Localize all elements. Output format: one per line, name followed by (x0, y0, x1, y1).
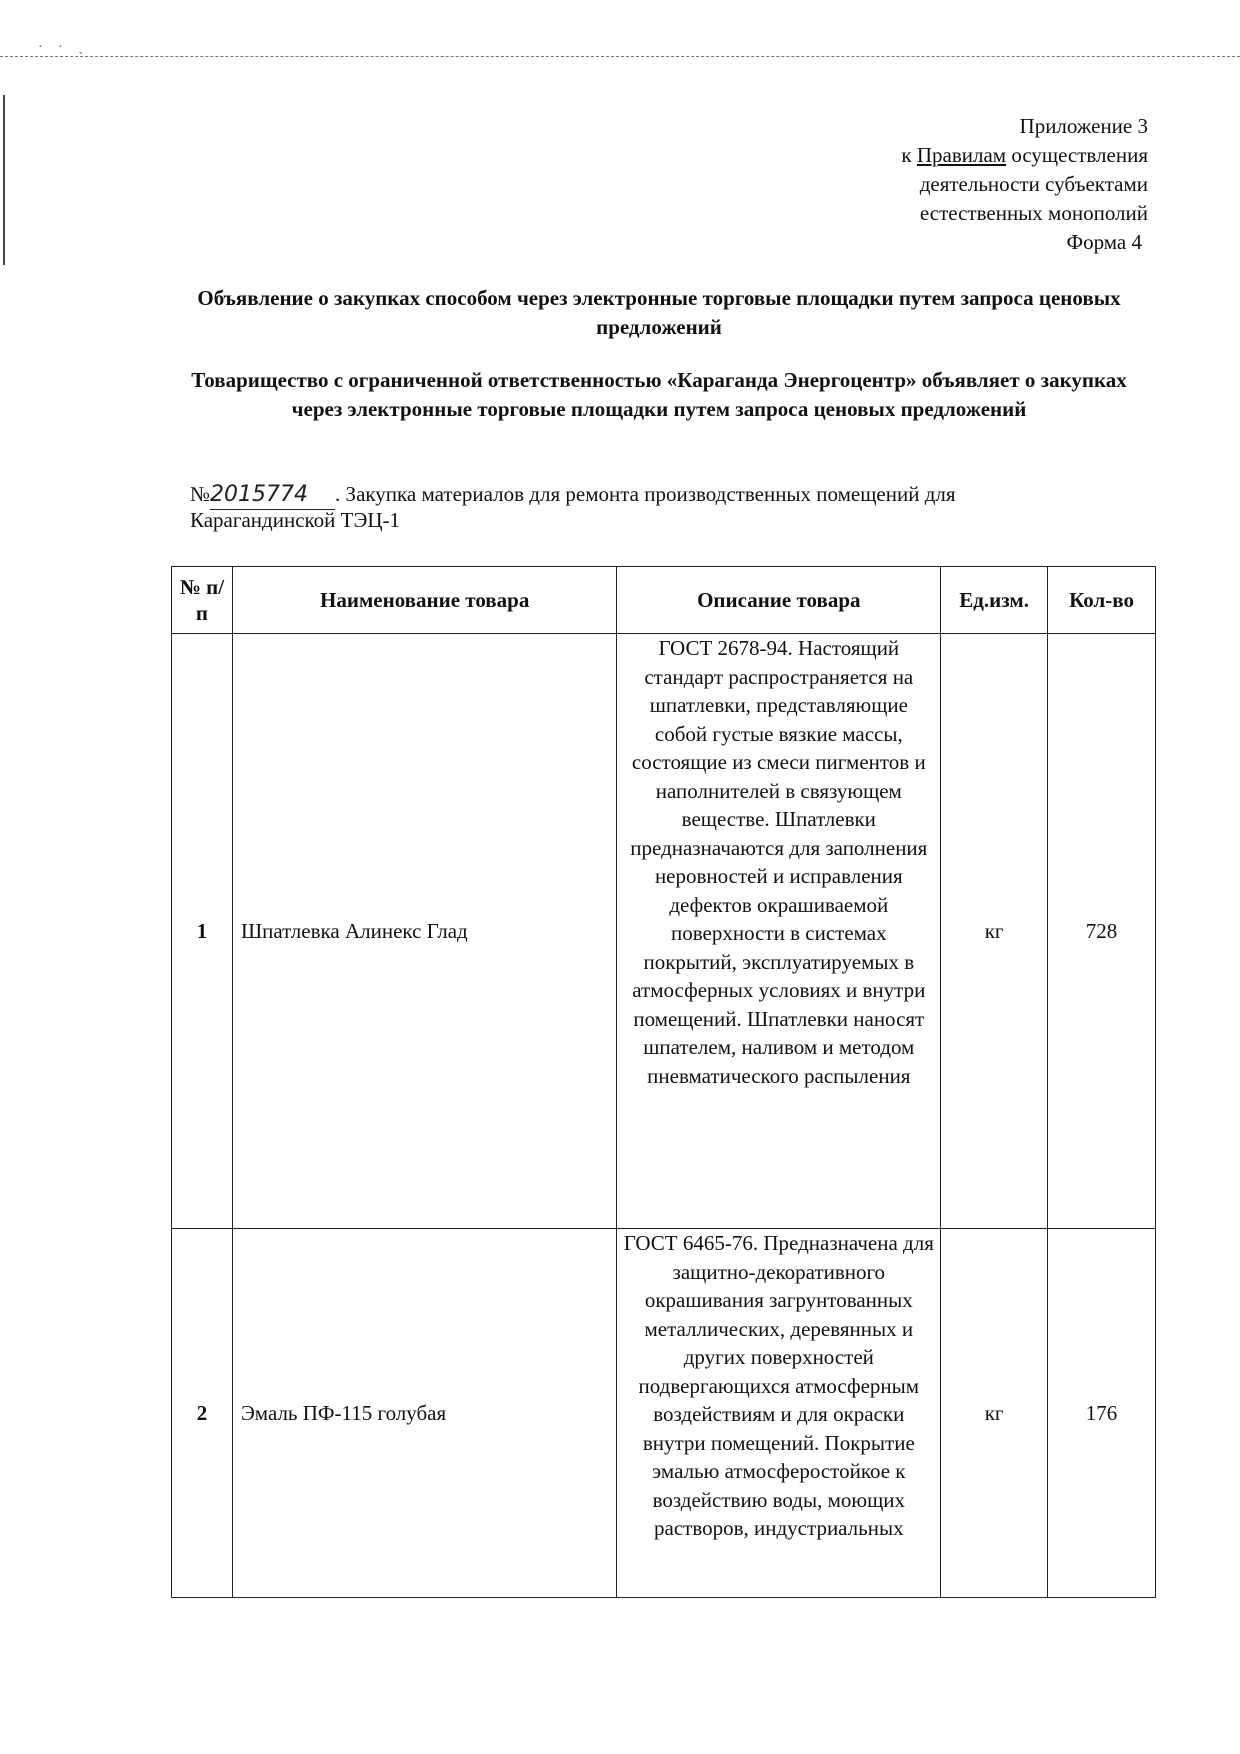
row-qty: 176 (1048, 1229, 1156, 1598)
row-unit: кг (941, 1229, 1048, 1598)
row-desc: ГОСТ 6465-76. Предназначена для защитно-декоративного окрашивания загрунтованных металлических, деревянных и других поверхностей подвергающихся атмосферным воздействиям и для окраски внутри помещений. Покрытие эмалью атмосферостойкое к воздействию воды, моющих растворов, индустриальных (617, 1229, 941, 1598)
row-name: Эмаль ПФ-115 голубая (232, 1229, 617, 1598)
row-unit: кг (941, 634, 1048, 1229)
top-scan-line (0, 56, 1240, 57)
appendix-line-4: естественных монополий (919, 201, 1148, 225)
row-name: Шпатлевка Алинекс Глад (232, 634, 617, 1229)
procurement-line-cont: Карагандинской ТЭЦ-1 (190, 508, 400, 532)
header-qty: Кол-во (1048, 567, 1156, 634)
procurement-number: 2015774 (210, 481, 335, 510)
header-num: № п/п (172, 567, 233, 634)
appendix-line-1: Приложение 3 (1019, 114, 1148, 138)
header-name: Наименование товара (232, 567, 617, 634)
table-header-row (172, 567, 1156, 634)
table-row (172, 634, 1156, 1229)
header-desc: Описание товара (617, 567, 941, 634)
procurement-line: №2015774 . Закупка материалов для ремонта производственных помещений для (190, 480, 1145, 510)
rules-link: Правилам (916, 143, 1007, 167)
row-qty: 728 (1048, 634, 1156, 1229)
announcement-title: Объявление о закупках способом через электронные торговые площадки путем запроса ценовых предложений (197, 286, 1121, 339)
left-scan-rule (3, 95, 5, 265)
appendix-line-5: Форма 4 (1066, 230, 1142, 254)
row-desc: ГОСТ 2678-94. Настоящий стандарт распространяется на шпатлевки, представляющие собой густые вязкие массы, состоящие из смеси пигментов и наполнителей в связующем веществе. Шпатлевки предназначаются для заполнения неровностей и исправления дефектов окрашиваемой поверхности в системах покрытий, эксплуатируемых в атмосферных условиях и внутри помещений. Шпатлевки наносят шпателем, наливом и методом пневматического распыления (617, 634, 941, 1229)
header-unit: Ед.изм. (941, 567, 1048, 634)
appendix-line-2: к Правилам осуществления (901, 143, 1148, 167)
appendix-line-3: деятельности субъектами (919, 172, 1148, 196)
scan-marks: · · ˎ (38, 40, 89, 55)
appendix-block (901, 112, 1148, 257)
table-row (172, 1229, 1156, 1598)
row-num: 2 (172, 1229, 233, 1598)
row-num: 1 (172, 634, 233, 1229)
organization-title: Товарищество с ограниченной ответственностью «Караганда Энергоцентр» объявляет о закупках через электронные торговые площадки путем запроса ценовых предложений (191, 368, 1127, 421)
goods-table (171, 566, 1156, 1598)
